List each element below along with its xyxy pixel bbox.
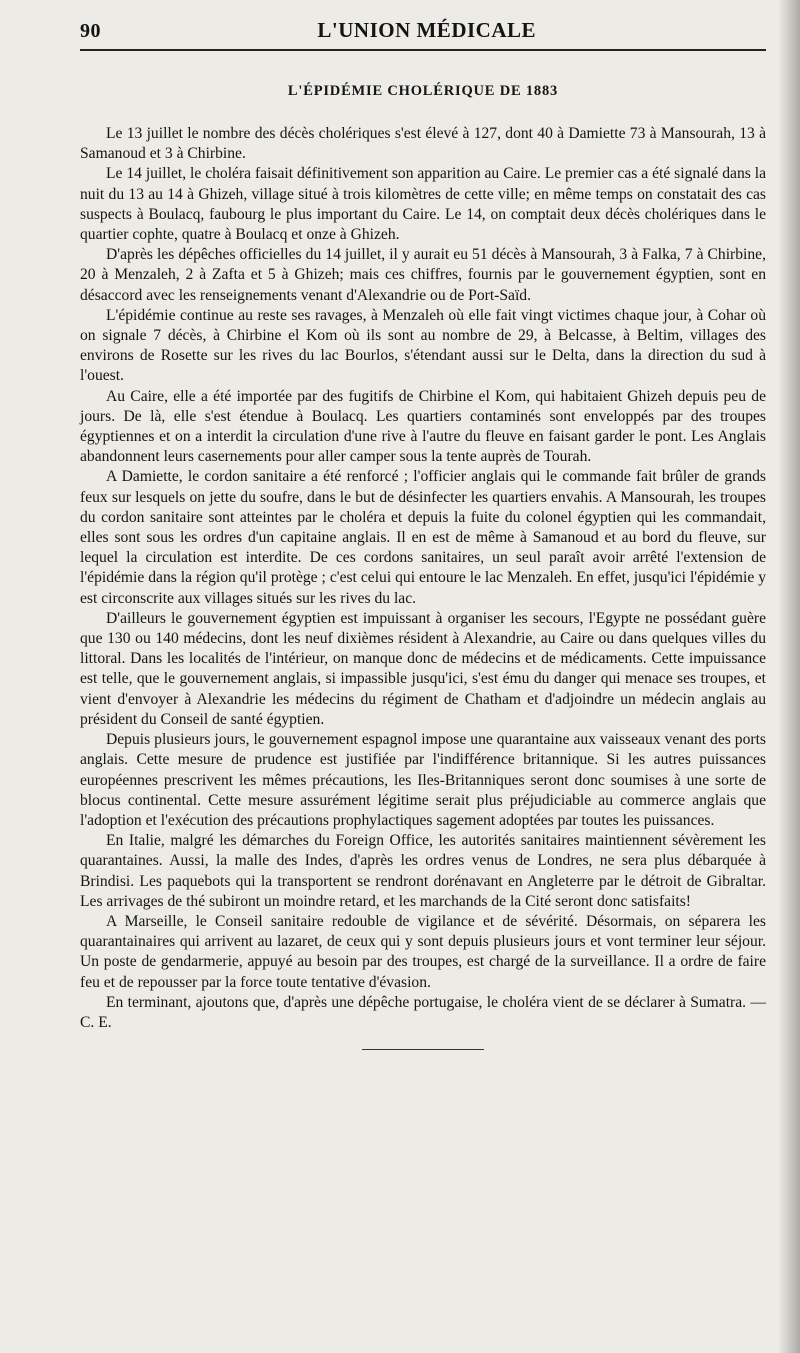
article-title: L'ÉPIDÉMIE CHOLÉRIQUE DE 1883 — [287, 83, 559, 99]
running-header — [80, 18, 766, 51]
article-paragraph: En terminant, ajoutons que, d'après une dépêche portugaise, le choléra vient de se déclarer à Sumatra. — C. E. — [80, 993, 766, 1031]
journal-title: L'UNION MÉDICALE — [317, 18, 536, 42]
article-paragraph: Le 14 juillet, le choléra faisait définitivement son apparition au Caire. Le premier cas a été signalé dans la nuit du 13 au 14 à Ghizeh, village situé à trois kilomètres de cette ville; en même temps on constatait des cas suspects à Boulacq, faubourg le plus important du Caire. Le 14, on comptait deux décès cholériques dans le quartier cophte, quatre à Boulacq et onze à Ghizeh. — [80, 165, 766, 244]
article-body — [80, 124, 766, 1033]
end-rule — [362, 1049, 484, 1050]
page-number: 90 — [80, 20, 101, 42]
article-paragraph: L'épidémie continue au reste ses ravages, à Menzaleh où elle fait vingt victimes chaque jour, à Cohar où on signale 7 décès, à Chirbine el Kom où ils sont au nombre de 29, à Belcasse, à Beltim, villages des environs de Rosette sur les rives du lac Bourlos, s'étendant aussi sur le Delta, dans la direction du sud à l'ouest. — [80, 306, 766, 385]
article-paragraph: Le 13 juillet le nombre des décès cholériques s'est élevé à 127, dont 40 à Damiette 73 à Mansourah, 13 à Samanoud et 3 à Chirbine. — [80, 125, 766, 163]
page-spine-shadow — [778, 0, 800, 1353]
article-paragraph: A Damiette, le cordon sanitaire a été renforcé ; l'officier anglais qui le commande fait brûler de grands feux sur lesquels on jette du soufre, dans le but de désinfecter les quartiers envahis. A Mansourah, les troupes du cordon sanitaire sont atteintes par le choléra et depuis la fuite du colonel égyptien qui les commandait, elles sont sous les ordres d'un capitaine anglais. Il en est de même à Samanoud et au bord du fleuve, sur lequel la circulation est interdite. De ces cordons sanitaires, un seul paraît avoir arrêté l'extension de l'épidémie dans la région qu'il protège ; c'est celui qui entoure le lac Menzaleh. En effet, jusqu'ici l'épidémie y est circonscrite aux villages situés sur les rives du lac. — [80, 468, 766, 607]
article-paragraph: D'ailleurs le gouvernement égyptien est impuissant à organiser les secours, l'Egypte ne possédant guère que 130 ou 140 médecins, dont les neuf dixièmes résident à Alexandrie, au Caire ou dans quelques villes du littoral. Dans les localités de l'intérieur, on manque donc de médecins et de médicaments. Cette impuissance est telle, que le gouvernement anglais, si impassible jusqu'ici, s'est ému du danger qui menace ses troupes, et vient d'envoyer à Alexandrie les médecins du régiment de Chatham et d'adjoindre un médecin anglais au président du Conseil de santé égyptien. — [80, 609, 766, 728]
article-paragraph: Au Caire, elle a été importée par des fugitifs de Chirbine el Kom, qui habitaient Ghizeh depuis peu de jours. De là, elle s'est étendue à Boulacq. Les quartiers contaminés sont enveloppés par des troupes égyptiennes et on a interdit la circulation d'une rive à l'autre du fleuve en faisant garder le pont. Les Anglais abandonnent leurs casernements pour aller camper sous la tente auprès de Tourah. — [80, 387, 766, 466]
article-paragraph: En Italie, malgré les démarches du Foreign Office, les autorités sanitaires maintiennent sévèrement les quarantaines. Aussi, la malle des Indes, d'après les ordres venus de Londres, ne sera plus débarquée à Brindisi. Les paquebots qui la transportent se rendront dorénavant en Angleterre par le détroit de Gibraltar. Les arrivages de thé subiront un moindre retard, et les marchands de la Cité seront donc satisfaits! — [80, 832, 766, 910]
article-paragraph: A Marseille, le Conseil sanitaire redouble de vigilance et de sévérité. Désormais, on séparera les quarantainaires qui arrivent au lazaret, de ceux qui y sont depuis plusieurs jours et vont terminer leur séjour. Un poste de gendarmerie, appuyé au besoin par des troupes, est chargé de la surveillance. Il a ordre de faire feu et de repousser par la force toute tentative d'évasion. — [80, 912, 766, 991]
article-paragraph: Depuis plusieurs jours, le gouvernement espagnol impose une quarantaine aux vaisseaux venant des ports anglais. Cette mesure de prudence est justifiée par l'indifférence britannique. Si les autres puissances européennes prescrivent les mêmes précautions, les Iles-Britanniques seront donc soumises à une sorte de blocus continental. Cette mesure assurément légitime serait plus préjudiciable au commerce anglais que l'adoption et l'exécution des précautions prophylactiques sagement adoptées par toutes les puissances. — [80, 731, 766, 829]
article-paragraph: D'après les dépêches officielles du 14 juillet, il y aurait eu 51 décès à Mansourah, 3 à Falka, 7 à Chirbine, 20 à Menzaleh, 2 à Zafta et 5 à Ghizeh; mais ces chiffres, fournis par le gouvernement égyptien, sont en désaccord avec les renseignements venant d'Alexandrie ou de Port-Saïd. — [80, 246, 766, 304]
